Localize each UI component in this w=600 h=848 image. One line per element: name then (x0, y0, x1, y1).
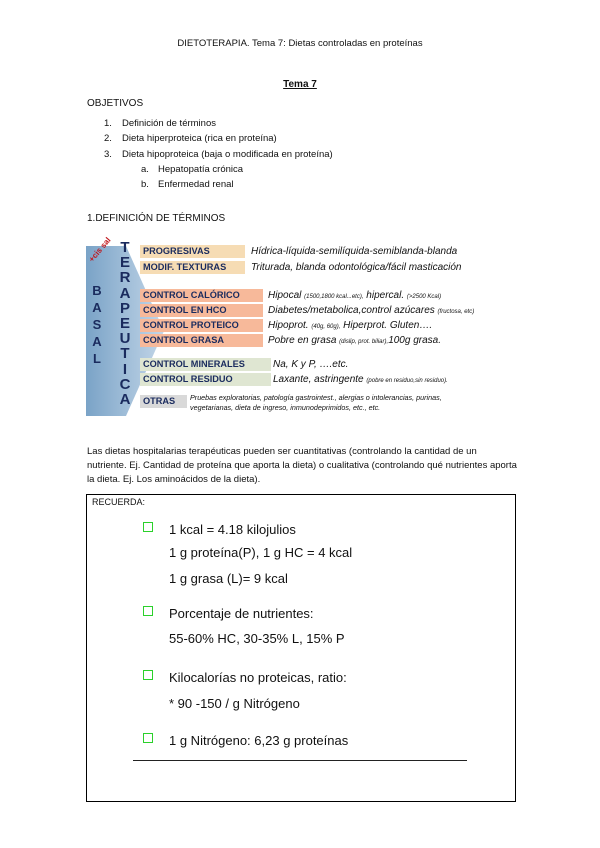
diet-types-diagram (86, 235, 516, 420)
row-label-proteico: CONTROL PROTEICO (140, 319, 263, 332)
checkbox-icon (143, 522, 153, 532)
row-label-calorico: CONTROL CALÓRICO (140, 289, 263, 302)
row-label-texturas: MODIF. TEXTURAS (140, 261, 245, 274)
terapeutica-letter: U (119, 330, 131, 348)
objective-num-3: 3. (104, 149, 112, 160)
basal-letter: A (92, 334, 102, 349)
recuerda-line: * 90 -150 / g Nitrógeno (169, 696, 300, 711)
recuerda-line: 55-60% HC, 30-35% L, 15% P (169, 631, 345, 646)
recuerda-line: 1 g proteína(P), 1 g HC = 4 kcal (169, 545, 353, 560)
desc-text: Hiperprot. Gluten…. (343, 320, 433, 331)
row-desc-grasa (268, 334, 441, 349)
desc-text: 100g grasa. (388, 335, 442, 346)
basal-vertical-word (90, 282, 104, 367)
row-label-residuo: CONTROL RESIDUO (140, 373, 271, 386)
desc-text: Hipoprot. (268, 320, 309, 331)
row-desc-hco (268, 304, 474, 319)
desc-text: Diabetes/metabolica,control azúcares (268, 305, 435, 316)
row-label-hco: CONTROL EN HCO (140, 304, 263, 317)
recuerda-box (86, 494, 516, 802)
row-label-progresivas: PROGRESIVAS (140, 245, 245, 258)
recuerda-line: Porcentaje de nutrientes: (169, 606, 314, 621)
checkbox-icon (143, 733, 153, 743)
terapeutica-vertical-word (118, 240, 132, 407)
objective-subnum-b: b. (141, 179, 149, 190)
basal-letter: L (93, 351, 101, 366)
row-desc-residuo (273, 373, 448, 388)
desc-small: (dislip, prot. biliar), (339, 339, 389, 345)
terapeutica-letter: T (120, 239, 130, 256)
recuerda-line: 1 g grasa (L)= 9 kcal (169, 571, 288, 586)
desc-line: vegetarianas, dieta de ingreso, inmunodeprimidos, etc., etc. (190, 403, 381, 412)
basal-letter: A (92, 300, 102, 315)
cis-sal-label: +cis sal (87, 235, 113, 264)
row-desc-texturas: Triturada, blanda odontológica/fácil masticación (251, 262, 462, 273)
checkbox-icon (143, 606, 153, 616)
basal-letter: S (92, 317, 102, 332)
terapeutica-letter: E (119, 315, 130, 333)
divider (133, 760, 467, 761)
row-desc-otras (190, 393, 442, 413)
terapeutica-letter: R (119, 269, 131, 287)
recuerda-line: 1 g Nitrógeno: 6,23 g proteínas (169, 733, 349, 748)
objective-subnum-a: a. (141, 164, 149, 175)
terapeutica-letter: T (120, 345, 130, 363)
terapeutica-letter: E (119, 254, 130, 272)
objective-item-2: Dieta hiperproteica (rica en proteína) (122, 133, 277, 144)
terapeutica-letter: I (122, 360, 128, 378)
checkbox-icon (143, 670, 153, 680)
terapeutica-letter: A (119, 391, 131, 409)
page-title: Tema 7 (283, 79, 317, 90)
terapeutica-letter: C (119, 375, 131, 393)
row-desc-proteico (268, 319, 432, 334)
desc-small: (>2500 Kcal) (406, 294, 442, 300)
desc-text: hipercal. (366, 290, 405, 301)
desc-text: Pobre en grasa (268, 335, 337, 346)
desc-text: Laxante, astringente (273, 374, 364, 385)
document-header: DIETOTERAPIA. Tema 7: Dietas controladas en proteínas (177, 38, 423, 49)
basal-letter: B (92, 283, 102, 298)
desc-small: (pobre en residuo,sin residuo). (366, 378, 448, 384)
recuerda-line: Kilocalorías no proteicas, ratio: (169, 670, 347, 685)
row-desc-progresivas: Hídrica-líquida-semilíquida-semiblanda-blanda (251, 246, 458, 257)
objective-item-1: Definición de términos (122, 118, 216, 129)
terapeutica-letter: A (119, 284, 131, 302)
row-desc-minerales: Na, K y P, ….etc. (273, 359, 349, 370)
objective-num-1: 1. (104, 118, 112, 129)
objective-subitem-a: Hepatopatía crónica (158, 164, 244, 175)
objective-item-3: Dieta hipoproteica (baja o modificada en proteína) (122, 149, 333, 160)
section-heading: 1.DEFINICIÓN DE TÉRMINOS (87, 213, 226, 224)
objective-num-2: 2. (104, 133, 112, 144)
row-desc-calorico (268, 289, 441, 304)
desc-small: (1500,1800 kcal...etc), (304, 294, 364, 300)
desc-small: (40g, 60g), (311, 324, 341, 330)
objectives-title: OBJETIVOS (87, 98, 144, 109)
terapeutica-letter: P (119, 299, 130, 317)
row-label-otras: OTRAS (140, 395, 187, 408)
intro-paragraph: Las dietas hospitalarias terapéuticas pueden ser cuantitativas (controlando la cantidad de un nutriente. Ej. Cantidad de proteína que aporta la dieta) o cualitativa (controlando qué nutrientes aporta la dieta. Ej. Los aminoácidos de la dieta). (87, 446, 517, 485)
recuerda-label: RECUERDA: (92, 497, 146, 507)
desc-line: Pruebas exploratorias, patología gastrointest., alergias o intolerancias, purinas, (190, 393, 442, 402)
desc-text: Hipocal (268, 290, 302, 301)
row-label-grasa: CONTROL GRASA (140, 334, 263, 347)
objective-subitem-b: Enfermedad renal (158, 179, 234, 190)
desc-small: (fructosa, etc) (437, 309, 475, 315)
row-label-minerales: CONTROL MINERALES (140, 358, 271, 371)
recuerda-line: 1 kcal = 4.18 kilojulios (169, 522, 296, 537)
